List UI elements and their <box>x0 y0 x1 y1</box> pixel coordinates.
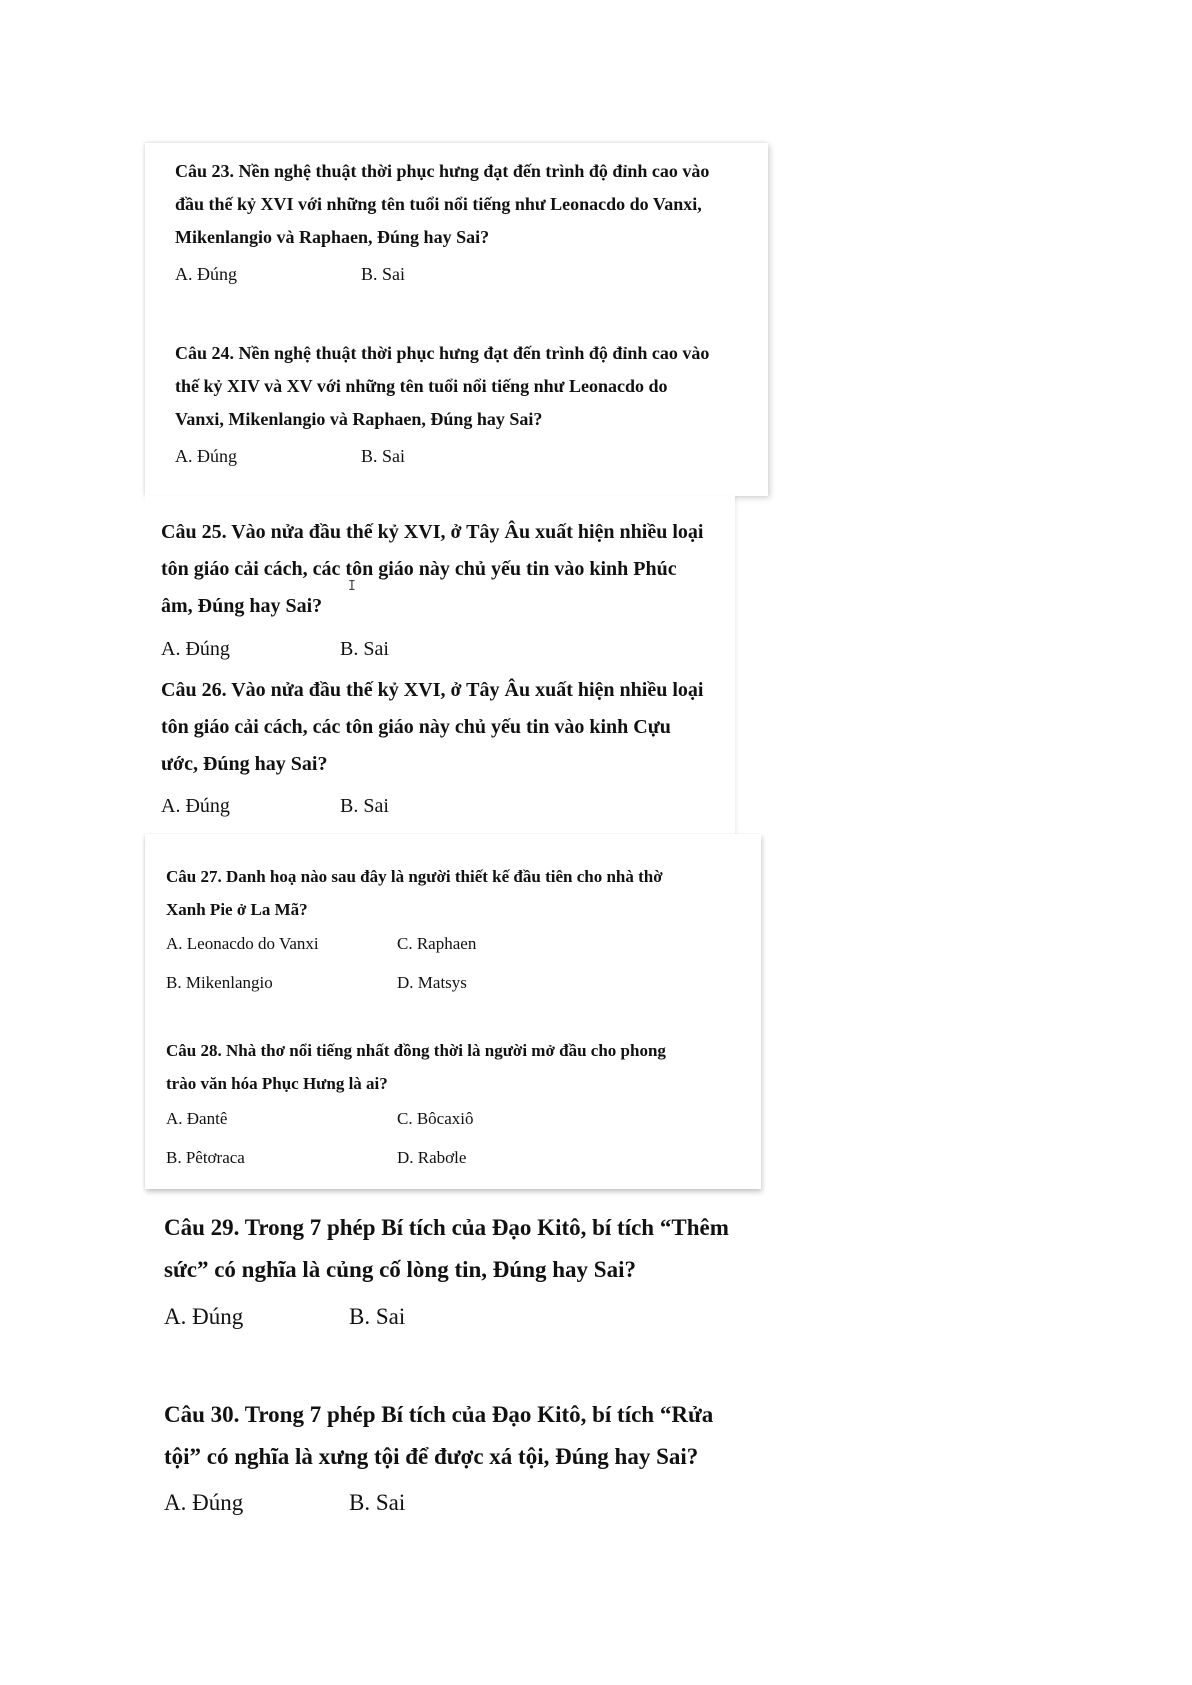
question-26-option-b: B. Sai <box>340 795 389 817</box>
question-25-option-a: A. Đúng <box>161 638 230 660</box>
question-28 <box>166 1034 734 1100</box>
question-23 <box>175 155 723 254</box>
question-30-option-a: A. Đúng <box>164 1490 244 1515</box>
question-25-line-1: Câu 25. Vào nửa đầu thế kỷ XVI, ở Tây Âu xuất hiện nhiều loại <box>161 521 704 543</box>
question-26-line-2: tôn giáo cải cách, các tôn giáo này chủ yếu tin vào kinh Cựu <box>161 716 671 738</box>
question-28-option-b: B. Pêtơraca <box>166 1148 245 1167</box>
question-30-line-2: tội” có nghĩa là xưng tội để được xá tội, Đúng hay Sai? <box>164 1444 699 1469</box>
question-30-line-1: Câu 30. Trong 7 phép Bí tích của Đạo Kitô, bí tích “Rửa <box>164 1402 714 1427</box>
question-29-option-b: B. Sai <box>349 1304 406 1329</box>
question-24 <box>175 337 723 436</box>
question-27-line-1: Câu 27. Danh hoạ nào sau đây là người thiết kế đầu tiên cho nhà thờ <box>166 867 663 886</box>
question-24-line-2: thế kỷ XIV và XV với những tên tuổi nổi tiếng như Leonacdo do <box>175 376 668 396</box>
question-24-line-1: Câu 24. Nền nghệ thuật thời phục hưng đạt đến trình độ đỉnh cao vào <box>175 343 710 363</box>
screenshot-panel-q25-q26 <box>145 496 735 834</box>
question-27-option-a: A. Leonacdo do Vanxi <box>166 934 319 953</box>
question-25 <box>161 514 711 625</box>
question-25-option-b: B. Sai <box>340 638 389 660</box>
question-26 <box>161 672 711 783</box>
screenshot-panel-q27-q28 <box>145 834 761 1189</box>
text-cursor-icon: I <box>348 579 356 594</box>
question-28-line-2: trào văn hóa Phục Hưng là ai? <box>166 1074 388 1093</box>
question-27 <box>166 860 734 926</box>
question-28-line-1: Câu 28. Nhà thơ nổi tiếng nhất đồng thời là người mở đầu cho phong <box>166 1041 666 1060</box>
question-23-line-2: đầu thế kỷ XVI với những tên tuổi nổi tiếng như Leonacdo do Vanxi, <box>175 194 702 214</box>
question-23-option-a: A. Đúng <box>175 264 237 284</box>
question-23-line-3: Mikenlangio và Raphaen, Đúng hay Sai? <box>175 227 490 247</box>
question-26-line-1: Câu 26. Vào nửa đầu thế kỷ XVI, ở Tây Âu xuất hiện nhiều loại <box>161 679 704 701</box>
question-27-line-2: Xanh Pie ở La Mã? <box>166 900 308 919</box>
question-29-line-2: sức” có nghĩa là củng cố lòng tin, Đúng hay Sai? <box>164 1257 636 1282</box>
question-29-option-a: A. Đúng <box>164 1304 244 1329</box>
question-23-line-1: Câu 23. Nền nghệ thuật thời phục hưng đạt đến trình độ đỉnh cao vào <box>175 161 710 181</box>
question-27-option-d: D. Matsys <box>397 973 467 992</box>
question-29 <box>164 1207 736 1291</box>
question-24-line-3: Vanxi, Mikenlangio và Raphaen, Đúng hay Sai? <box>175 409 543 429</box>
question-29-line-1: Câu 29. Trong 7 phép Bí tích của Đạo Kitô, bí tích “Thêm <box>164 1215 729 1240</box>
question-26-line-3: ước, Đúng hay Sai? <box>161 753 328 775</box>
question-25-line-2: tôn giáo cải cách, các tôn giáo này chủ yếu tin vào kinh Phúc <box>161 558 677 580</box>
question-27-option-c: C. Raphaen <box>397 934 477 953</box>
screenshot-panel-q23-q24 <box>145 143 768 496</box>
question-30-option-b: B. Sai <box>349 1490 406 1515</box>
question-30 <box>164 1394 736 1478</box>
question-24-option-a: A. Đúng <box>175 446 237 466</box>
question-24-option-b: B. Sai <box>361 446 406 466</box>
question-28-option-c: C. Bôcaxiô <box>397 1109 474 1128</box>
question-23-option-b: B. Sai <box>361 264 406 284</box>
question-27-option-b: B. Mikenlangio <box>166 973 273 992</box>
question-28-option-a: A. Đantê <box>166 1109 228 1128</box>
question-26-option-a: A. Đúng <box>161 795 230 817</box>
question-25-line-3: âm, Đúng hay Sai? <box>161 595 323 617</box>
question-28-option-d: D. Rabơle <box>397 1148 467 1167</box>
